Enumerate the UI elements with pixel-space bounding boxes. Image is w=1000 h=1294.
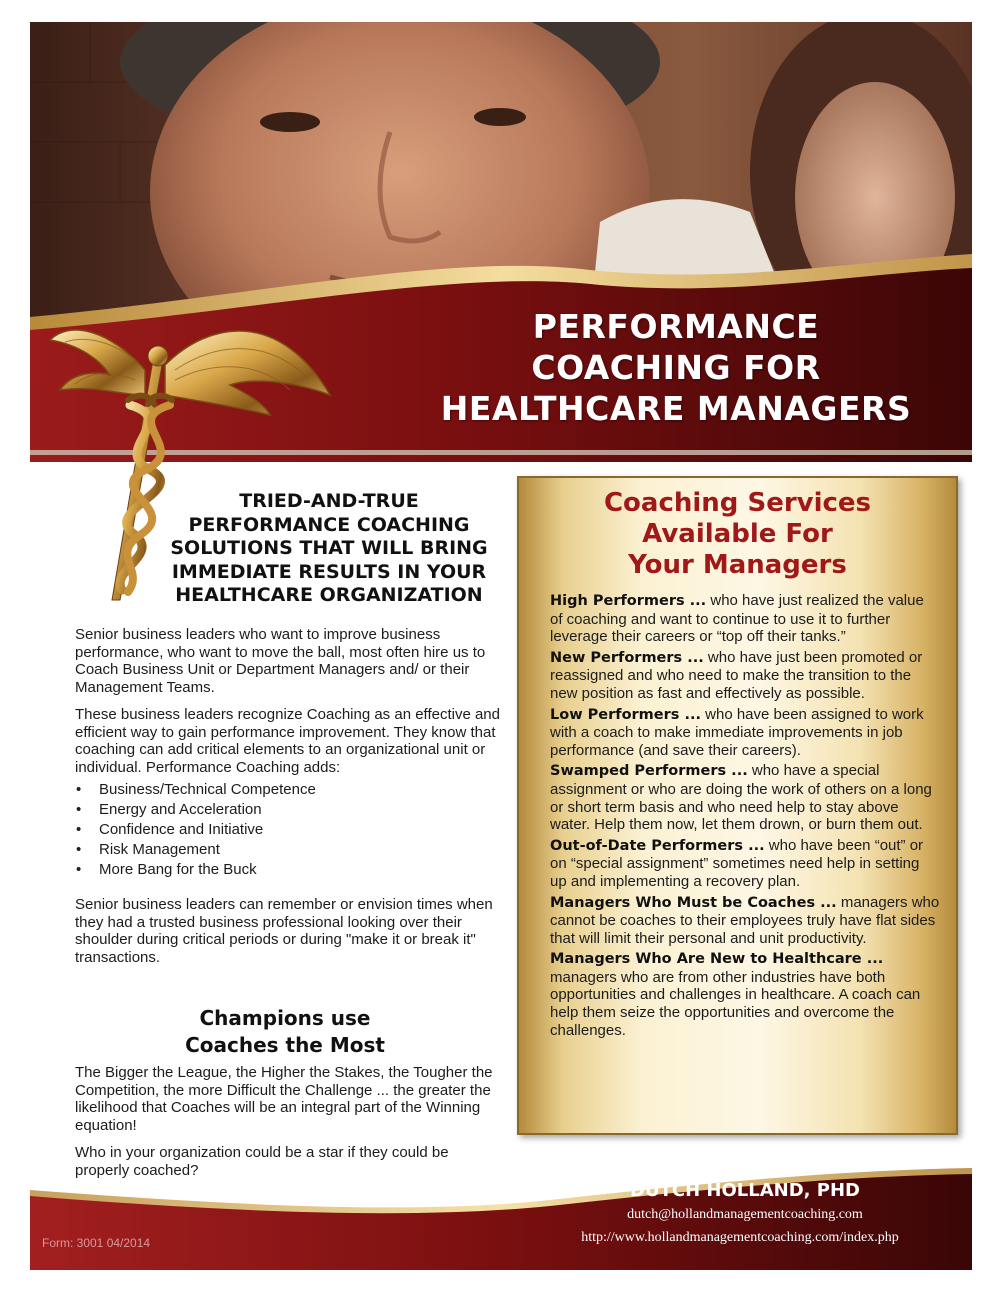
service-item: [550, 592, 940, 646]
service-text: who have been assigned to work with a coach to make immediate improvements in job performance (and save their careers).: [550, 705, 924, 759]
service-lead: Out-of-Date Performers ...: [550, 837, 765, 854]
service-text: who have just realized the value of coaching and want to continue to use it to further leverage their careers or “top off their tanks.”: [550, 592, 924, 646]
page-title: [396, 306, 956, 429]
service-item: [550, 837, 940, 891]
services-box: [517, 476, 958, 1135]
list-item: • Confidence and Initiative: [75, 820, 505, 840]
page-title-line: COACHING FOR: [531, 348, 821, 387]
left-heading-line: SOLUTIONS THAT WILL BRING: [170, 537, 488, 559]
services-title-line: Available For: [642, 519, 833, 549]
service-item: [550, 649, 940, 703]
service-item: [550, 950, 940, 1039]
service-text: who have just been promoted or reassigned and who need to make the transition to the new position as fast and effectively as possible.: [550, 648, 923, 702]
service-item: [550, 762, 940, 833]
intro-paragraph: Senior business leaders can remember or envision times when they had a trusted business professional looking over their shoulder during critical periods or during "make it or break it" transactions.: [75, 896, 493, 966]
left-heading: [140, 490, 518, 608]
champions-paragraph: The Bigger the League, the Higher the Stakes, the Tougher the Competition, the more Difficult the Challenge ... the greater the likelihood that Coaches will be an integral part of the Winning equation!: [75, 1064, 493, 1134]
intro-paragraph: These business leaders recognize Coaching as an effective and efficient way to gain performance improvement. They know that coaching can add critical elements to an organizational unit or individual. Performance Coaching adds:: [75, 706, 500, 776]
service-lead: New Performers ...: [550, 649, 704, 666]
page-title-line: HEALTHCARE MANAGERS: [440, 389, 912, 428]
left-heading-line: PERFORMANCE COACHING: [188, 513, 470, 536]
services-title-line: Coaching Services: [603, 488, 872, 518]
left-heading-line: HEALTHCARE ORGANIZATION: [175, 584, 483, 606]
list-item: • Energy and Acceleration: [75, 800, 505, 820]
benefits-list: [75, 780, 505, 880]
author-name: DUTCH HOLLAND, PHD: [630, 1180, 860, 1201]
list-item: • Business/Technical Competence: [75, 780, 505, 800]
champions-heading: [150, 1005, 420, 1059]
service-text: managers who cannot be coaches to their employees truly have flat sides that will limit their personal and unit productivity.: [550, 893, 940, 947]
service-lead: Managers Who Must be Coaches ...: [550, 894, 837, 911]
service-item: [550, 706, 940, 760]
service-item: [550, 894, 940, 948]
champions-heading-line: Coaches the Most: [185, 1033, 385, 1057]
service-text: who have a special assignment or who are doing the work of others on a long or short term basis and who need help to stay above water. Help them now, let them drown, or burn them out.: [550, 762, 932, 834]
intro-text: [75, 626, 505, 976]
service-lead: High Performers ...: [550, 593, 707, 609]
footer-band: [30, 1160, 972, 1270]
services-title: [519, 488, 956, 581]
form-number: Form: 3001 04/2014: [42, 1236, 151, 1250]
services-title-line: Your Managers: [628, 550, 847, 580]
list-item: • More Bang for the Buck: [75, 860, 505, 880]
service-text: who have been “out” or on “special assignment” sometimes need help in setting up and implementing a recovery plan.: [550, 836, 924, 890]
service-lead: Low Performers ...: [550, 706, 701, 723]
list-item: • Risk Management: [75, 840, 505, 860]
services-list: [550, 592, 940, 1042]
intro-paragraph: Senior business leaders who want to improve business performance, who want to move the ball, most often hire us to Coach Business Unit or Department Managers and/ or their Management Teams.: [75, 626, 486, 696]
page-title-line: PERFORMANCE: [532, 307, 820, 346]
left-heading-line: IMMEDIATE RESULTS IN YOUR: [171, 560, 487, 583]
left-heading-line: TRIED-AND-TRUE: [239, 490, 419, 512]
service-lead: Swamped Performers ...: [550, 763, 748, 780]
service-lead: Managers Who Are New to Healthcare ...: [550, 951, 884, 968]
website-link[interactable]: http://www.hollandmanagementcoaching.com/index.php: [581, 1230, 899, 1245]
contact-email[interactable]: dutch@hollandmanagementcoaching.com: [627, 1207, 863, 1222]
service-text: managers who are from other industries have both opportunities and challenges in healthcare. A coach can help them seize the opportunities and overcome the challenges.: [550, 968, 921, 1039]
champions-heading-line: Champions use: [199, 1006, 371, 1030]
champions-paragraph: Who in your organization could be a star if they could be properly coached?: [75, 1144, 449, 1179]
